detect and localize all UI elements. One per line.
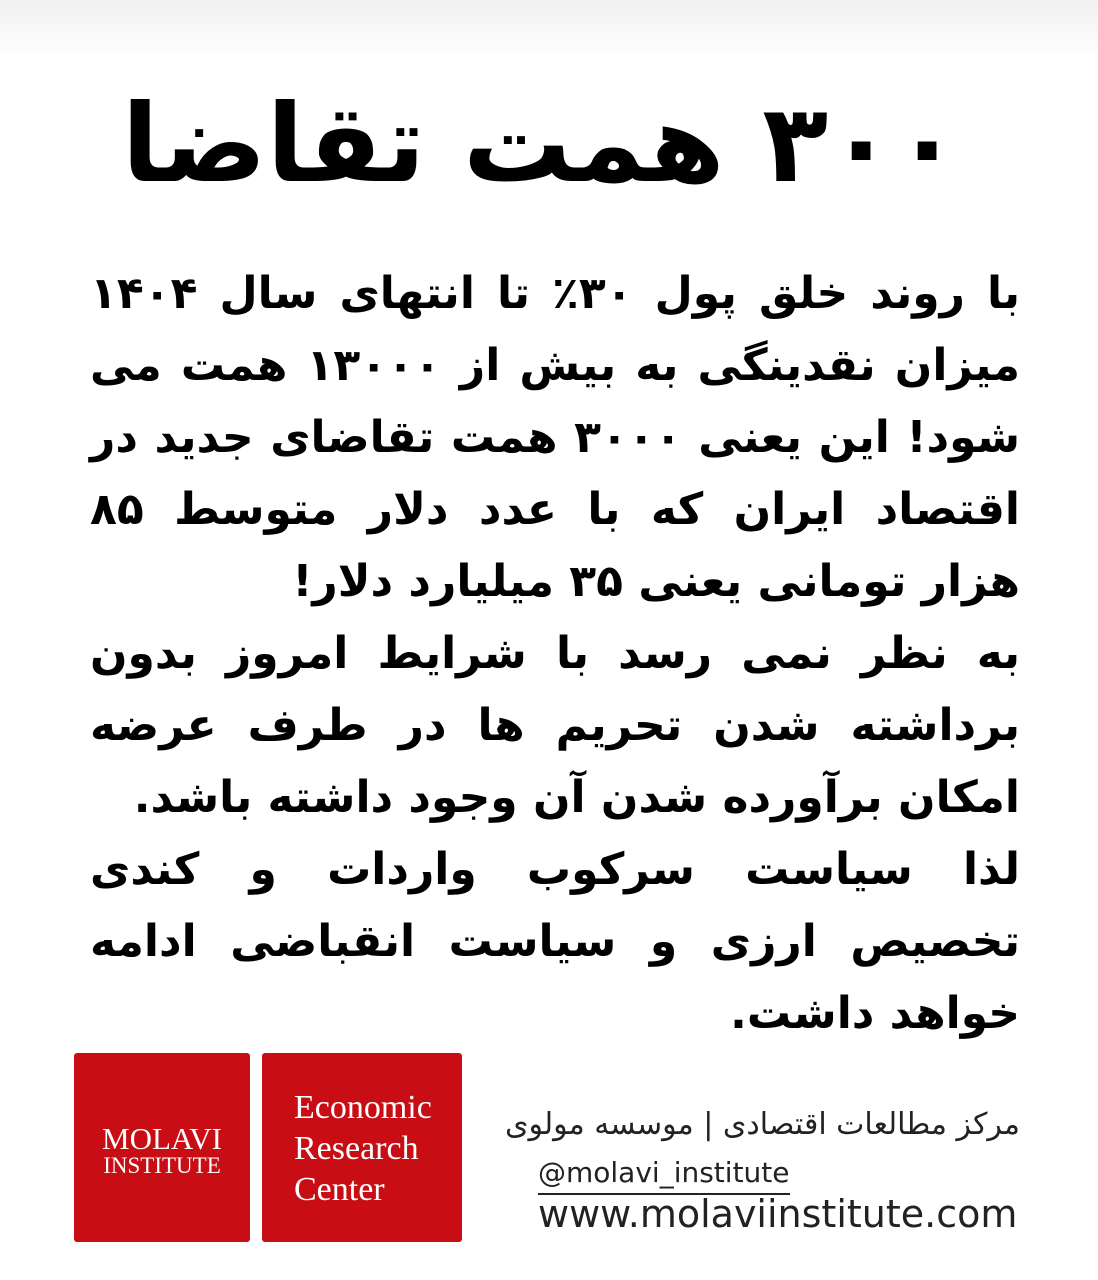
center-line1: Economic [294, 1089, 432, 1126]
logo-name-line1: MOLAVI [102, 1121, 222, 1156]
center-line3: Center [294, 1171, 385, 1208]
article-body [90, 258, 1020, 1050]
instagram-handle-link[interactable]: @molavi_institute [538, 1153, 790, 1195]
paragraph-policy: لذا سیاست سرکوب واردات و کندی تخصیص ارزی و سیاست انقباضی ادامه خواهد داشت. [90, 844, 1020, 1039]
website-url-link[interactable]: www.molaviinstitute.com [538, 1192, 1018, 1236]
molavi-institute-logo [74, 1053, 250, 1242]
paragraph-sanctions: به نظر نمی رسد با شرایط امروز بدون برداشته شدن تحریم ها در طرف عرضه امکان برآورده شدن آن وجود داشته باشد. [90, 628, 1020, 823]
page-title: ۳۰۰ همت تقاضا [121, 82, 960, 207]
research-center-logo [262, 1053, 462, 1242]
logo-name-line2: INSTITUTE [103, 1153, 221, 1178]
research-center-text [294, 1087, 432, 1210]
footer-institute-name: مرکز مطالعات اقتصادی | موسسه مولوی [504, 1107, 1020, 1142]
center-line2: Research [294, 1130, 419, 1167]
logo-wordmark [74, 1123, 250, 1177]
paragraph-money-growth: با روند خلق پول ۳۰٪ تا انتهای سال ۱۴۰۴ میزان نقدینگی به بیش از ۱۳۰۰۰ همت می شود! این یعنی ۳۰۰۰ همت تقاضای جدید در اقتصاد ایران که با عدد دلار متوسط ۸۵ هزار تومانی یعنی ۳۵ میلیارد دلار! [90, 268, 1021, 607]
